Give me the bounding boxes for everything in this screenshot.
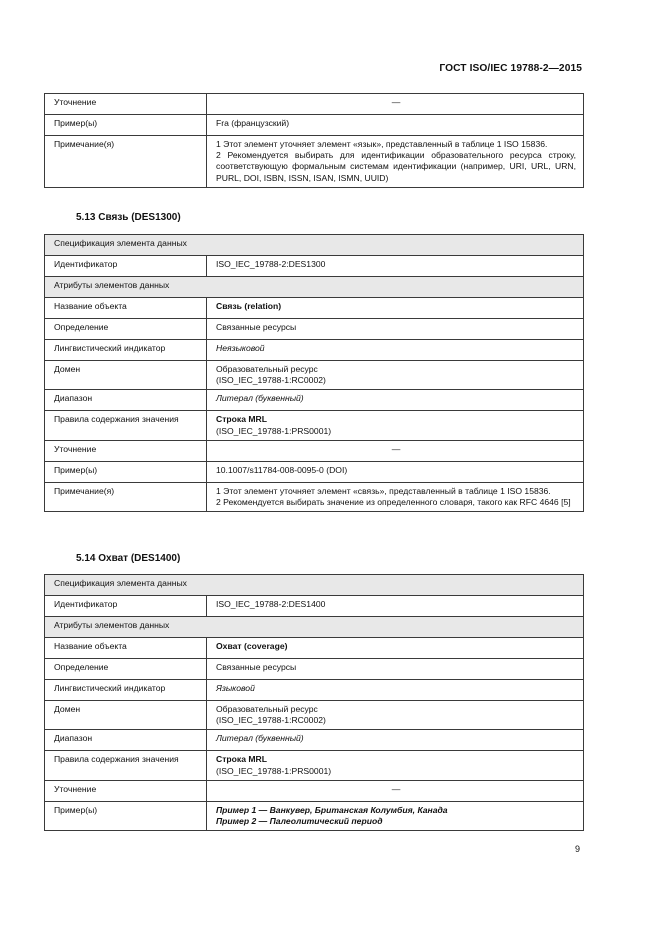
value-object-name: Охват (coverage) [207,638,584,659]
example-2: Пример 2 — Палеолитический период [216,816,383,827]
table-row [45,94,584,115]
value-content-rules [207,411,584,440]
table-row [45,780,584,801]
note-2: 2 Рекомендуется выбирать значение из определенного словаря, такого как RFC 4646 [5] [216,497,571,508]
rules-line-1: Строка MRL [216,414,267,425]
label-notes: Примечание(я) [45,482,207,511]
note-1: 1 Этот элемент уточняет элемент «язык», представленный в таблице 1 ISO 15836. [216,139,548,149]
domain-line-2: (ISO_IEC_19788-1:RC0002) [216,715,326,726]
table-row [45,256,584,277]
table-row [45,440,584,461]
table-row [45,680,584,701]
label-identifier: Идентификатор [45,596,207,617]
label-domain: Домен [45,361,207,390]
table-des1300 [44,234,584,512]
table-row [45,482,584,511]
value-notes [207,136,584,188]
label-object-name: Название объекта [45,298,207,319]
table-row [45,411,584,440]
label-examples: Пример(ы) [45,115,207,136]
attrs-header: Атрибуты элементов данных [45,617,584,638]
label-examples: Пример(ы) [45,801,207,830]
label-range: Диапазон [45,390,207,411]
label-examples: Пример(ы) [45,461,207,482]
value-refinement: — [207,780,584,801]
document-header: ГОСТ ISO/IEC 19788-2—2015 [439,63,582,74]
rules-line-2: (ISO_IEC_19788-1:PRS0001) [216,765,332,776]
value-refinement: — [207,94,584,115]
label-ling: Лингвистический индикатор [45,340,207,361]
value-examples [207,801,584,830]
value-examples: 10.1007/s11784-008-0095-0 (DOI) [207,461,584,482]
label-refinement: Уточнение [45,440,207,461]
label-notes: Примечание(я) [45,136,207,188]
value-refinement: — [207,440,584,461]
value-domain [207,701,584,730]
value-ling: Неязыковой [207,340,584,361]
spec-header: Спецификация элемента данных [45,575,584,596]
table-des1400 [44,574,584,831]
label-content-rules: Правила содержания значения [45,411,207,440]
value-range: Литерал (буквенный) [207,730,584,751]
table-row [45,730,584,751]
table-row [45,235,584,256]
note-1: 1 Этот элемент уточняет элемент «связь», представленный в таблице 1 ISO 15836. [216,485,551,496]
page-number: 9 [574,844,580,854]
table-continuation [44,93,584,188]
value-definition: Связанные ресурсы [207,659,584,680]
label-refinement: Уточнение [45,94,207,115]
value-identifier: ISO_IEC_19788-2:DES1400 [207,596,584,617]
value-notes [207,482,584,511]
value-range: Литерал (буквенный) [207,390,584,411]
label-definition: Определение [45,319,207,340]
value-examples: Fra (французский) [207,115,584,136]
domain-line-1: Образовательный ресурс [216,364,318,374]
table-row [45,596,584,617]
table-row [45,340,584,361]
section-title-5-13: 5.13 Связь (DES1300) [76,212,181,223]
spec-header: Спецификация элемента данных [45,235,584,256]
value-domain [207,361,584,390]
table-row [45,390,584,411]
table-row [45,701,584,730]
label-identifier: Идентификатор [45,256,207,277]
rules-line-2: (ISO_IEC_19788-1:PRS0001) [216,425,332,436]
value-content-rules [207,751,584,780]
label-domain: Домен [45,701,207,730]
table-row [45,751,584,780]
domain-line-1: Образовательный ресурс [216,704,318,714]
table-row [45,298,584,319]
domain-line-2: (ISO_IEC_19788-1:RC0002) [216,375,326,386]
table-row [45,461,584,482]
label-content-rules: Правила содержания значения [45,751,207,780]
table-row [45,801,584,830]
note-2: 2 Рекомендуется выбирать для идентификации образовательного ресурса строку, соответствующую формальным системам идентификации (например, URI, URL, URN, PURL, DOI, ISBN, ISSN, ISAN, ISMN, UUID) [216,150,576,183]
label-definition: Определение [45,659,207,680]
value-definition: Связанные ресурсы [207,319,584,340]
table-row [45,361,584,390]
label-range: Диапазон [45,730,207,751]
table-row [45,638,584,659]
rules-line-1: Строка MRL [216,754,267,765]
table-row [45,115,584,136]
label-object-name: Название объекта [45,638,207,659]
table-row [45,277,584,298]
value-ling: Языковой [207,680,584,701]
table-row [45,617,584,638]
table-row [45,136,584,188]
label-refinement: Уточнение [45,780,207,801]
attrs-header: Атрибуты элементов данных [45,277,584,298]
table-row [45,319,584,340]
table-row [45,659,584,680]
label-ling: Лингвистический индикатор [45,680,207,701]
value-object-name: Связь (relation) [207,298,584,319]
value-identifier: ISO_IEC_19788-2:DES1300 [207,256,584,277]
example-1: Пример 1 — Ванкувер, Британская Колумбия, Канада [216,804,448,815]
table-row [45,575,584,596]
section-title-5-14: 5.14 Охват (DES1400) [76,553,181,564]
